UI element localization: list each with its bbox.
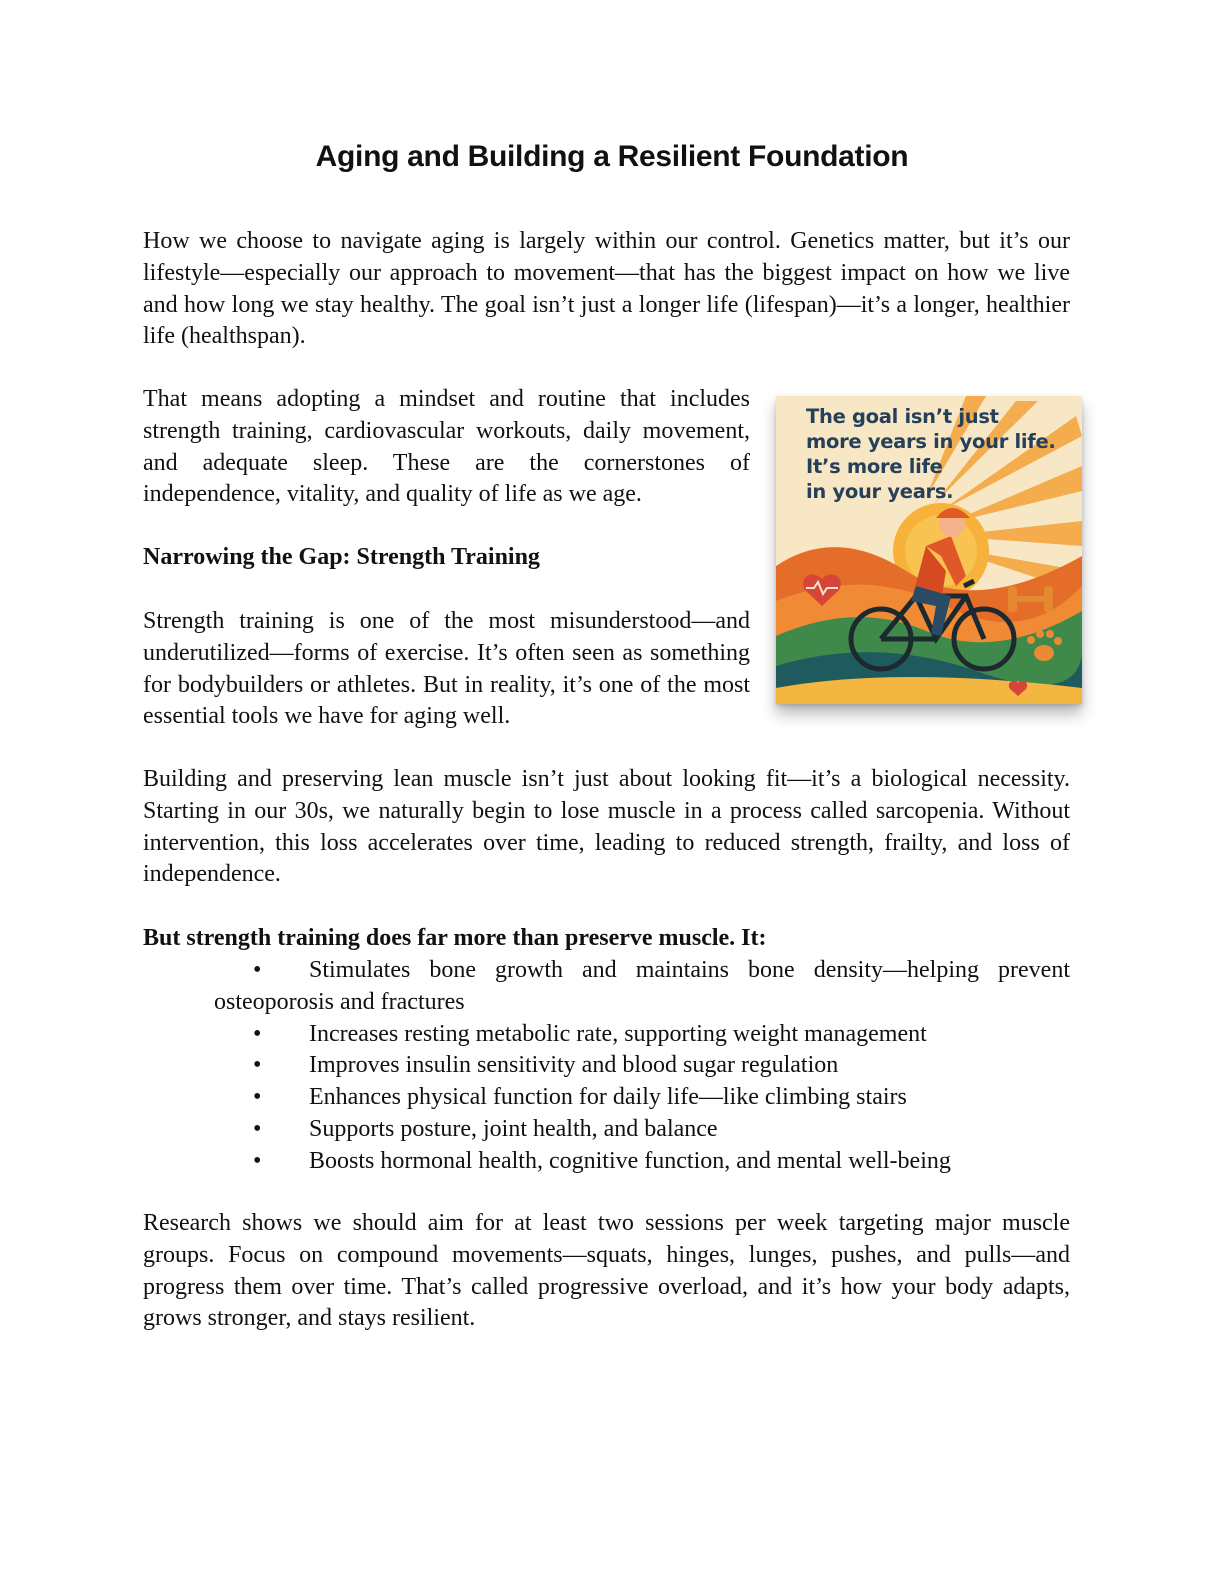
bullet-icon: • <box>253 1084 262 1111</box>
bullet-icon: • <box>253 1052 262 1079</box>
list-item-text: Stimulates bone growth and maintains bone density—helping prevent <box>309 957 1070 983</box>
mindset-paragraph: That means adopting a mindset and routine that includes strength training, cardiovascular workouts, daily movement, and adequate sleep. These are the cornerstones of independence, vitality, and quality of life as we age. <box>143 386 750 508</box>
list-item <box>143 1019 1070 1051</box>
list-item-text: Increases resting metabolic rate, supporting weight management <box>309 1020 927 1047</box>
list-item-text: Enhances physical function for daily life—like climbing stairs <box>309 1084 907 1111</box>
list-item <box>143 1114 1070 1146</box>
bullet-icon: • <box>253 1020 262 1047</box>
list-item <box>143 1082 1070 1114</box>
list-item-text: Boosts hormonal health, cognitive function, and mental well-being <box>309 1147 951 1174</box>
list-item <box>143 1146 1070 1178</box>
section-heading-narrowing: Narrowing the Gap: Strength Training <box>143 544 540 570</box>
research-paragraph: Research shows we should aim for at least two sessions per week targeting major muscle groups. Focus on compound movements—squats, hinges, lunges, pushes, and pulls—and progress them over time. That’s called progressive overload, and it’s how your body adapts, grows stronger, and stays resilient. <box>143 1210 1070 1332</box>
list-item-text: osteoporosis and fractures <box>214 988 465 1015</box>
page-title: Aging and Building a Resilient Foundation <box>315 140 909 173</box>
figure-caption-line: in your years. <box>806 480 954 503</box>
bullet-icon: • <box>253 1147 262 1174</box>
figure-caption <box>806 404 1076 504</box>
figure-caption-line: It’s more life <box>806 455 943 478</box>
strength-intro-paragraph: Strength training is one of the most misunderstood—and underutilized—forms of exercise. It’s often seen as something for bodybuilders or athletes. But in reality, it’s one of the most essential tools we have for aging well. <box>143 608 750 730</box>
list-item-text: Supports posture, joint health, and balance <box>309 1115 718 1142</box>
benefits-list <box>143 955 1070 1178</box>
list-item <box>143 955 1070 1019</box>
bullet-icon: • <box>253 1115 262 1142</box>
list-item-text: Improves insulin sensitivity and blood sugar regulation <box>309 1052 839 1079</box>
bullet-icon: • <box>253 957 262 983</box>
figure-caption-line: more years in your life. <box>806 430 1056 453</box>
list-item <box>143 1050 1070 1082</box>
section-heading-benefits: But strength training does far more than preserve muscle. It: <box>143 925 767 951</box>
intro-paragraph: How we choose to navigate aging is largely within our control. Genetics matter, but it’s our lifestyle—especially our approach to movement—that has the biggest impact on how we live and how long we stay healthy. The goal isn’t just a longer life (lifespan)—it’s a longer, healthier life (healthspan). <box>143 228 1070 350</box>
muscle-paragraph: Building and preserving lean muscle isn’t just about looking fit—it’s a biological necessity. Starting in our 30s, we naturally begin to lose muscle in a process called sarcopenia. Without intervention, this loss accelerates over time, leading to reduced strength, frailty, and loss of independence. <box>143 766 1070 888</box>
cyclist-illustration <box>776 396 1082 704</box>
figure-caption-line: The goal isn’t just <box>806 405 999 428</box>
